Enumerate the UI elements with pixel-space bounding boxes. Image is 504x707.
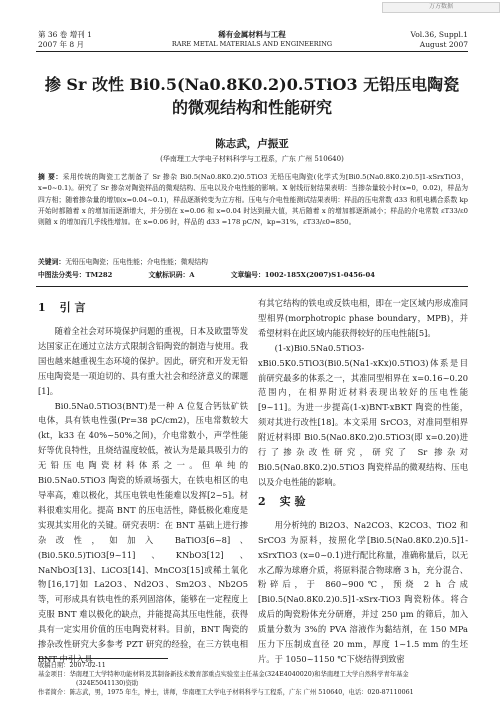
intro-paragraph-2: Bi0.5Na0.5TiO3(BNT)是一种 A 位复合钙钛矿铁电体，具有铁电性强(Pr=38 pC/cm2)，压电常数较大(kt，k33 在 40%~50%之间)，介电常数小，声学性能好等优良特性，且烧结温度较低，被认为是最具吸引力的无铅压电陶瓷材料体系之一。但单纯的 Bi0.5Na0.5TiO3 陶瓷的矫顽场强大，在铁电相区的电导率高，难以极化，其压电铁电性能难以发挥[2~5]。材料很难实用化。提高 BNT 的压电活性，降低极化难度是实现其实用化的关键。研究表明：在 BNT 基础上进行掺杂改性，如加入 BaTiO3[6~8]、(Bi0.5K0.5)TiO3[9~11]、KNbO3[12]、NaNbO3[13]、LiCO3[14]、MnCO3[15]或稀土氧化物[16,17]如 La2O3、Nd2O3、Sm2O3、Nb2O5 等，可形成具有铁电性的系列固溶体，能够在一定程度上克服 BNT 难以极化的缺点，并能提高其压电性能，获得具有一定实用价值的压电陶瓷材料。目前，BNT 陶瓷的掺杂改性研究大多参考 PZT 研究的经验，在三方铁电相 BNT 中引入具	[38, 400, 248, 664]
footnote	[38, 658, 468, 697]
author-bio: 作者简介：陈志武，男，1975 年生，博士，讲师，华南理工大学电子材料科学与工程系，广东 广州 510640，电话：020-87110061	[38, 689, 414, 696]
document-code: 文献标识码：A	[148, 271, 195, 279]
classification-line	[38, 270, 375, 281]
journal-name-en: RARE METAL MATERIALS AND ENGINEERING	[171, 40, 333, 48]
intro-continued: 有其它结构的铁电或反铁电相，即在一定区域内形成准同型相界(morphotropic phase boundary，MPB)，并希望材料在此区域内能获得较好的压电性能[5]。	[258, 298, 468, 338]
clc-number: 中图法分类号：TM282	[38, 271, 113, 279]
fund-info: 基金项目：华南理工大学特种功能材料及其制备新技术教育部重点实验室主任基金(324E4040020)和华南理工大学自然科学青年基金	[38, 671, 409, 678]
keywords-label: 关键词：	[38, 258, 66, 266]
section-2-heading: 2 实 验	[258, 494, 306, 508]
abstract	[38, 172, 468, 228]
abstract-label: 摘 要：	[38, 173, 63, 181]
fund-info-cont: (324E5041130)资助	[76, 680, 139, 687]
footnote-rule	[38, 658, 168, 659]
keywords-text: 无铅压电陶瓷；压电性能；介电性能；微观结构	[65, 258, 208, 266]
paper-title-line1: 掺 Sr 改性 Bi0.5(Na0.8K0.2)0.5TiO3 无铅压电陶瓷	[44, 75, 460, 94]
experiment-paragraph-1: 用分析纯的 Bi2O3、Na2CO3、K2CO3、TiO2 和 SrCO3 为原料，按照化学[Bi0.5(Na0.8K0.2)0.5]1-xSrxTiO3 (x=0~0.1)进行配比称量，准确称量后，以无水乙醇为球磨介质，将原料混合物球磨 3 h，充分混合、粉碎后，于 860~900℃，预烧 2 h 合成[Bi0.5(Na0.8K0.2)0.5]1-xSrx-TiO3 陶瓷粉体。将合成后的陶瓷粉体充分研磨，并过 250 μm 的筛后，加入质量分数为 3%的 PVA 溶液作为黏结剂，在 150 MPa 压力下压制成直径 20 mm，厚度 1~1.5 mm 的生坯片。于 1050~1150 ℃下烧结得到致密	[258, 519, 468, 664]
keywords	[38, 257, 208, 268]
watermark-stamp: 万方数据	[382, 2, 500, 13]
abstract-rule	[36, 286, 468, 287]
date-en: August 2007	[419, 40, 468, 49]
volume-en: Vol.36, Suppl.1	[410, 30, 468, 39]
volume-issue: 第 36 卷 增刊 1	[38, 30, 92, 39]
header-rule	[36, 51, 468, 52]
abstract-text: 采用传统的陶瓷工艺制备了 Sr 掺杂 Bi0.5(Na0.8K0.2)0.5TiO3 无铅压电陶瓷(化学式为[Bi0.5(Na0.8K0.2)0.5]1-xSrxTiO3，x=0~0.1)。研究了 Sr 掺杂对陶瓷样品的微观结构、压电以及介电性能的影响。X 射线衍射结果表明：当掺杂量较小时(x=0，0.02)，样品为四方相；随着掺杂量的增加(x=0.04~0.1)，样品逐渐转变为立方相。压电与介电性能测试结果表明：样品的压电常数 d33 和机电耦合系数 kp 开始时都随着 x 的增加而逐渐增大，并分别在 x=0.06 和 x=0.04 时达到最大值，其后随着 x 的增加都逐渐减小；样品的介电常数 εT33/ε0 则随 x 的增加而几乎线性增加。在 x=0.06 时，样品的 d33 =178 pC/N，kp=31%，εT33/ε0=850。	[38, 173, 468, 227]
right-column	[258, 296, 468, 667]
paper-title-line2: 的微观结构和性能研究	[171, 98, 332, 117]
intro-paragraph-1: 随着全社会对环境保护问题的重视，日本及欧盟等发达国家正在通过立法方式限制含铅陶瓷的制造与使用。我国也越来越重视生态环境的保护。因此，研究和开发无铅压电陶瓷是一项迫切的、具有重大社会和经济意义的课题[1]。	[38, 326, 248, 396]
section-1-heading: 1 引 言	[38, 301, 86, 314]
intro-paragraph-3: (1-x)Bi0.5Na0.5TiO3-xBi0.5K0.5TiO3(Bi0.5(Na1-xKx)0.5TiO3)体系是目前研究最多的体系之一，其准同型相界在 x=0.16~0.20 范围内，在相界附近材料表现出较好的压电性能[9~11]。为进一步提高(1-x)BNT-xBKT 陶瓷的性能，须对其进行改性[18]。本文采用 SrCO3，对准同型相界附近材料即 Bi0.5(Na0.8K0.2)0.5TiO3(即 x=0.20)进行了掺杂改性研究，研究了 Sr 掺杂对 Bi0.5(Na0.8K0.2)0.5TiO3 陶瓷样品的微观结构、压电以及介电性能的影响。	[258, 342, 468, 487]
publication-date: 2007 年 8 月	[38, 40, 85, 49]
article-number: 文章编号：1002-185X(2007)S1-0456-04	[230, 271, 375, 279]
left-column	[38, 296, 248, 667]
journal-name-cn: 稀有金属材料与工程	[218, 30, 286, 39]
affiliation: (华南理工大学电子材料科学与工程系，广东 广州 510640)	[160, 155, 344, 163]
received-date: 收稿日期：2007-02-11	[38, 662, 106, 669]
authors: 陈志武，卢振亚	[215, 138, 289, 150]
